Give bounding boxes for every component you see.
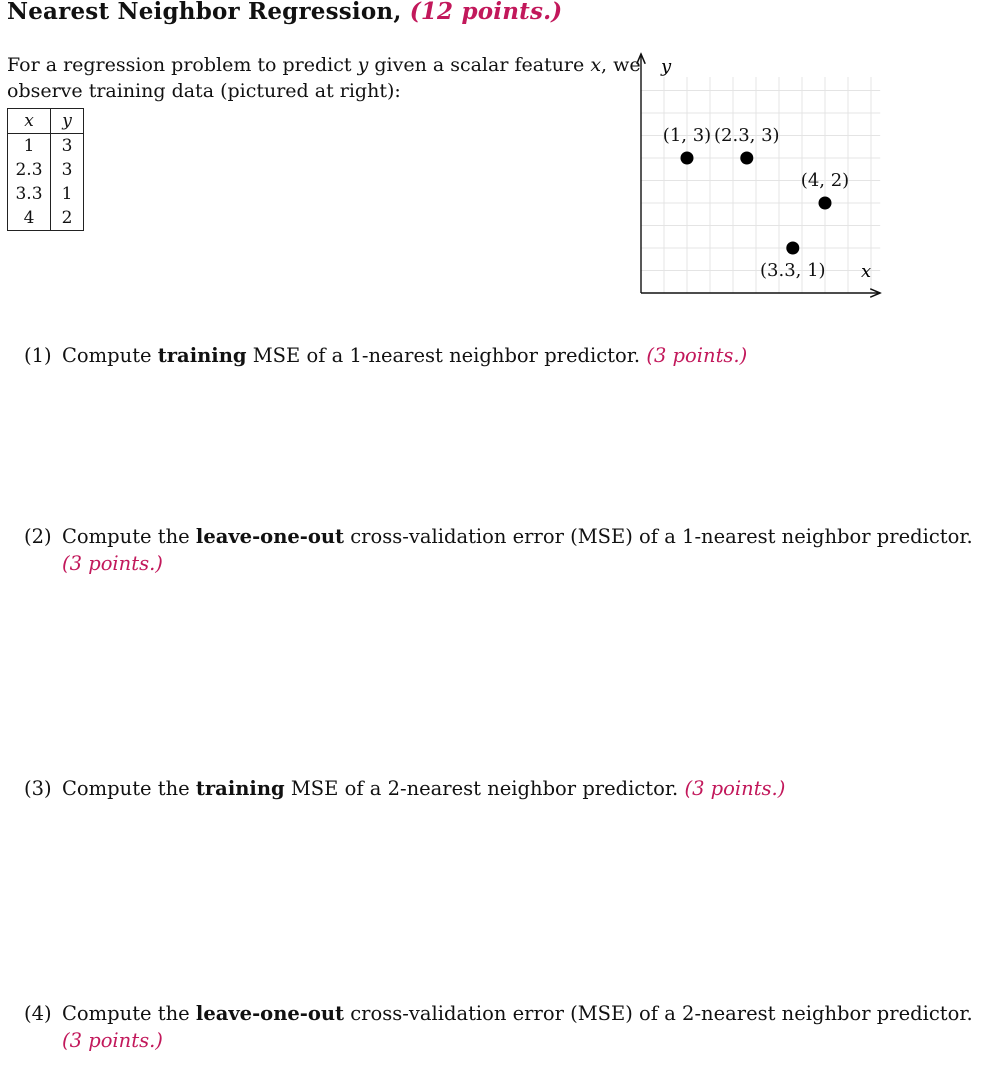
data-point	[681, 152, 694, 165]
var-y: y	[357, 54, 369, 76]
title-text: Nearest Neighbor Regression,	[7, 0, 402, 25]
table-row	[8, 182, 84, 206]
data-point-label: (4, 2)	[800, 170, 850, 191]
question-3	[24, 775, 785, 802]
column-header-x: x	[8, 109, 51, 134]
intro-text: For a regression problem to predict	[7, 54, 358, 76]
title-points: (12 points.)	[409, 0, 563, 25]
intro-line-2: observe training data (pictured at right):	[7, 80, 401, 102]
var-x: x	[590, 54, 602, 76]
intro-text: , we	[601, 54, 641, 76]
question-emphasis: training	[195, 777, 285, 800]
data-point	[740, 152, 753, 165]
table-cell: 3	[61, 160, 73, 180]
question-emphasis: training	[157, 344, 247, 367]
data-point	[819, 197, 832, 210]
table-row	[8, 158, 84, 182]
problem-title	[7, 0, 562, 25]
question-number: (4)	[24, 1002, 52, 1025]
table-cell: 3.3	[8, 182, 51, 206]
question-text: Compute	[62, 344, 158, 367]
table-header-row	[8, 109, 84, 134]
question-number: (3)	[24, 777, 52, 800]
table-row	[8, 206, 84, 231]
question-4	[24, 1000, 973, 1054]
table-cell: 3	[61, 136, 73, 156]
data-point-label: (3.3, 1)	[760, 260, 826, 281]
data-point-label: (2.3, 3)	[714, 125, 780, 146]
question-points: (3 points.)	[646, 344, 748, 367]
question-number: (1)	[24, 344, 52, 367]
scatter-plot	[625, 48, 890, 303]
question-1	[24, 342, 747, 369]
table-cell: 2	[61, 208, 73, 228]
question-text: Compute the	[62, 525, 196, 548]
question-points: (3 points.)	[684, 777, 786, 800]
table-row	[8, 134, 84, 159]
question-emphasis: leave-one-out	[195, 1002, 345, 1025]
x-axis-label: x	[861, 261, 872, 282]
question-text: MSE of a 1-nearest neighbor predictor.	[246, 344, 641, 367]
question-emphasis: leave-one-out	[195, 525, 345, 548]
question-text: MSE of a 2-nearest neighbor predictor.	[284, 777, 679, 800]
question-points: (3 points.)	[62, 1029, 163, 1052]
question-text: Compute the	[62, 777, 196, 800]
question-text: cross-validation error (MSE) of a 1-nearest neighbor predictor.	[344, 525, 973, 548]
table-cell: 2.3	[8, 158, 51, 182]
question-2	[24, 523, 973, 577]
table-cell: 1	[61, 184, 73, 204]
question-points: (3 points.)	[62, 552, 163, 575]
question-text: Compute the	[62, 1002, 196, 1025]
column-header-y: y	[51, 109, 84, 134]
y-axis-label: y	[661, 56, 672, 77]
data-point-label: (1, 3)	[662, 125, 712, 146]
table-cell: 4	[8, 206, 51, 231]
intro-line-1	[7, 52, 641, 78]
question-text: cross-validation error (MSE) of a 2-nearest neighbor predictor.	[344, 1002, 973, 1025]
training-data-table	[7, 108, 84, 231]
intro-text: given a scalar feature	[368, 54, 591, 76]
table-cell: 1	[8, 134, 51, 159]
data-point	[786, 242, 799, 255]
question-number: (2)	[24, 525, 52, 548]
